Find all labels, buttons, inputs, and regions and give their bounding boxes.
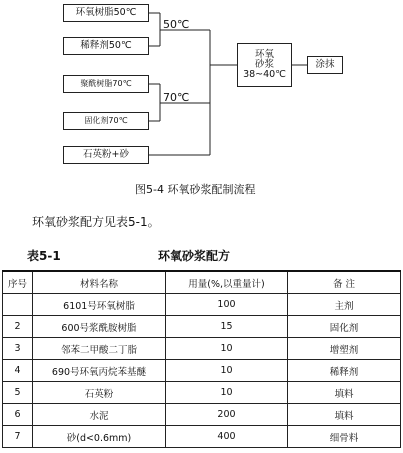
row-material: 邻苯二甲酸二丁脂 <box>33 338 166 360</box>
table-row <box>3 316 401 338</box>
row-index: 5 <box>3 382 33 404</box>
apply-label: 涂抹 <box>315 59 335 71</box>
mortar-line2: 砂浆 <box>254 59 274 71</box>
quartz-sand-box <box>63 146 149 164</box>
row-index: 6 <box>3 404 33 426</box>
row-index: 4 <box>3 360 33 382</box>
mortar-line3: 38~40℃ <box>243 68 286 80</box>
diluent-box <box>63 37 149 55</box>
table-row <box>3 338 401 360</box>
apply-box <box>307 56 343 74</box>
table-row <box>3 382 401 404</box>
row-material: 水泥 <box>33 404 166 426</box>
table-number: 表5-1 <box>27 249 61 263</box>
polyamide-resin-box <box>63 75 149 93</box>
row-note: 固化剂 <box>288 316 401 338</box>
table-title: 环氧砂浆配方 <box>158 249 231 263</box>
table-row <box>3 294 401 316</box>
table-row <box>3 404 401 426</box>
quartz-sand-label: 石英粉+砂 <box>83 149 129 161</box>
row-amount: 100 <box>166 294 288 316</box>
row-material: 砂(d<0.6mm) <box>33 426 166 448</box>
temp-70-label: 70℃ <box>163 91 190 104</box>
curing-agent-label: 固化剂70℃ <box>84 115 128 125</box>
row-material: 6101号环氧树脂 <box>33 294 166 316</box>
row-amount: 10 <box>166 360 288 382</box>
mortar-line1: 环氧 <box>254 49 274 61</box>
table-row <box>3 360 401 382</box>
resin-box <box>63 4 149 22</box>
row-index: 7 <box>3 426 33 448</box>
header-index: 序号 <box>3 271 33 294</box>
curing-agent-box <box>63 112 149 130</box>
mortar-box <box>237 43 292 87</box>
row-note: 稀释剂 <box>288 360 401 382</box>
row-note: 增塑剂 <box>288 338 401 360</box>
row-index: 2 <box>3 316 33 338</box>
row-index: 3 <box>3 338 33 360</box>
table-row <box>3 426 401 448</box>
row-note: 填料 <box>288 382 401 404</box>
row-note: 细骨料 <box>288 426 401 448</box>
temp-50-label: 50℃ <box>163 18 190 31</box>
intro-paragraph: 环氧砂浆配方见表5-1。 <box>32 215 160 229</box>
row-note: 主剂 <box>288 294 401 316</box>
row-amount: 10 <box>166 338 288 360</box>
header-note: 备 注 <box>288 271 401 294</box>
header-material: 材料名称 <box>33 271 166 294</box>
row-material: 690号环氧丙烷苯基醚 <box>33 360 166 382</box>
row-amount: 400 <box>166 426 288 448</box>
header-amount: 用量(%,以重量计) <box>166 271 288 294</box>
row-material: 石英粉 <box>33 382 166 404</box>
table-header-row <box>3 271 401 294</box>
polyamide-resin-label: 聚酰树脂70℃ <box>80 78 132 88</box>
recipe-table <box>2 270 401 448</box>
diluent-label: 稀释剂50℃ <box>80 40 132 52</box>
row-note: 填料 <box>288 404 401 426</box>
row-amount: 10 <box>166 382 288 404</box>
row-index <box>3 294 33 316</box>
row-amount: 200 <box>166 404 288 426</box>
flowchart-connectors <box>0 0 403 200</box>
row-amount: 15 <box>166 316 288 338</box>
row-material: 600号浆酰胺树脂 <box>33 316 166 338</box>
resin-label: 环氧树脂50℃ <box>75 7 137 19</box>
figure-caption: 图5-4 环氧砂浆配制流程 <box>135 183 256 196</box>
